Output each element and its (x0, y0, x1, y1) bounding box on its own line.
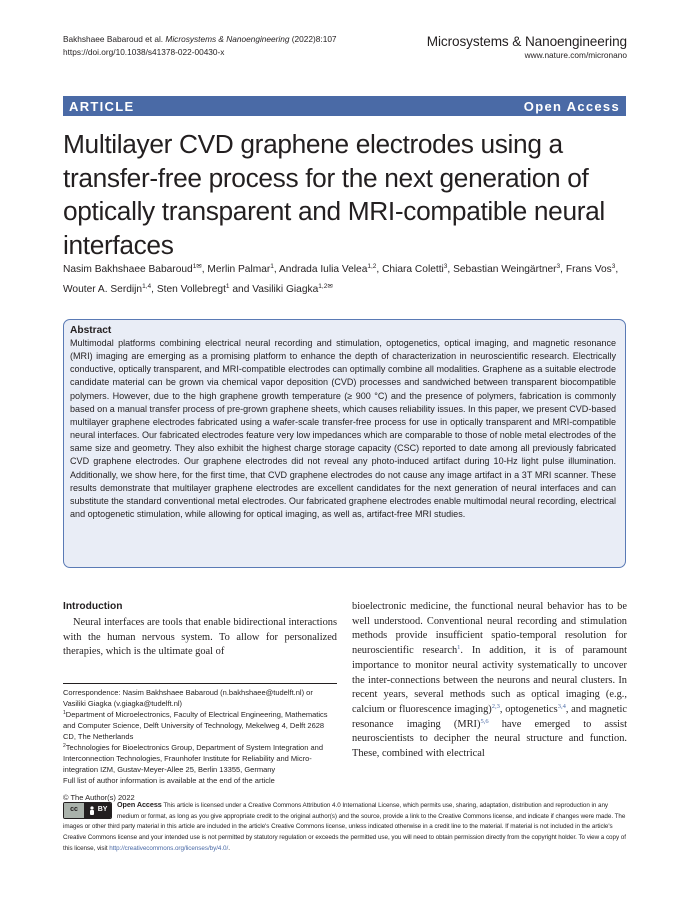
intro-text: . In addition, it is of paramount importance to monitor neural activity systematically to uncover the inter-connections between the neurons and neural clusters. In recent years, several methods such as optical imaging (e.g., calcium or fluorescence imaging) (352, 645, 627, 715)
cc-icon: cc (64, 803, 84, 818)
person-icon (88, 806, 96, 816)
author-affiliation-mark: 1 (270, 263, 274, 270)
affiliation-2: $^2$Technologies for Bioelectronics Group, Department of System Integration and Interconnection Technologies, Fraunhofer Institute for Reliability and Micro-integration IZM, Gustav-Meyer-Allee 25, Berlin 13355, Germany (63, 743, 324, 774)
citation-ref: (2022)8:107 (291, 34, 337, 44)
article-banner (63, 96, 626, 116)
reference-link[interactable]: 1 (457, 644, 461, 652)
correspondence-line: Correspondence: Nasim Bakhshaee Babaroud (n.bakhshaee@tudelft.nl) or (63, 688, 313, 697)
journal-masthead (427, 34, 627, 60)
citation-journal: Microsystems & Nanoengineering (165, 34, 290, 44)
author-affiliation-mark: 1✉ (192, 263, 202, 270)
author-affiliation-mark: 1 (225, 283, 230, 290)
intro-text: , optogenetics (499, 703, 558, 715)
intro-text: bioelectronic medicine, the functional neural behavior has to be well understood. Conventional neural recording and stimulation methods provide insufficient spatio-temporal resolution for neuroscientific research (352, 601, 627, 657)
author-list: Nasim Bakhshaee Babaroud$^{1✉}$, Merlin Palmar$^1$, Andrada Iulia Velea$^{1,2}$, Chiara Coletti$^3$, Sebastian Weingärtner$^3$, Frans Vos$^3$, Wouter A. Serdijn$^{1,4}$, Sten Vollebregt$^1$ and Vasiliki Giagka$^{1,2✉}$ (63, 263, 619, 295)
license-link[interactable]: http://creativecommons.org/licenses/by/4.0/ (109, 844, 229, 852)
author-affiliation-mark: 1,4 (142, 283, 152, 290)
author-name[interactable]: Chiara Coletti (382, 264, 444, 275)
correspondence-line: Vasiliki Giagka (v.giagka@tudelft.nl) (63, 699, 183, 708)
article-type-label: ARTICLE (69, 98, 135, 114)
author-name[interactable]: Wouter A. Serdijn (63, 284, 143, 295)
abstract-text: Multimodal platforms combining electrical neural recording and stimulation, optogenetics, optical imaging, and magnetic resonance (MRI) imaging are emerging as a promising platform to enhance the depth of characterization in neuroscientific research. Electrically conductive, optically transparent, and MRI-compatible electrodes can optimally combine all modalities. Graphene as a suitable electrode candidate material can be grown via chemical vapor deposition (CVD) processes and sandwiched between transparent biocompatible polymers. However, due to the high graphene growth temperature (≥ 900 °C) and the presence of polymers, fabrication is commonly based on a manual transfer process of pre-grown graphene sheets, which causes reliability issues. In this paper, we present CVD-based multilayer graphene electrodes fabricated using a wafer-scale transfer-free process for use in optically transparent and MRI-compatible neural interfaces. Our fabricated electrodes feature very low impedances which are comparable to those of noble metal electrodes of the same size and geometry. They also exhibit the highest charge storage capacity (CSC) reported to date among all previously fabricated CVD graphene electrodes. Our graphene electrodes did not reveal any photo-induced artifact during 10-Hz light pulse illumination. Additionally, we show here, for the first time, that CVD graphene electrodes do not cause any image artifact in a 3T MRI scanner. These results demonstrate that multilayer graphene electrodes are excellent candidates for the next generation of neural interfaces and can substitute the standard conventional metal electrodes. Our fabricated graphene electrodes enable multimodal neural recording, electrical and optogenetic stimulation, while allowing for optical imaging, as well as, artifact-free MRI studies. (70, 338, 616, 520)
intro-left-column: Neural interfaces are tools that enable bidirectional interactions with the human nervous system. To allow for personalized therapies, which is the ultimate goal of (63, 617, 337, 658)
journal-name: Microsystems & Nanoengineering (426, 34, 627, 49)
footnote-divider (63, 683, 337, 684)
cc-by-icon[interactable] (63, 802, 112, 819)
author-affiliation-mark: 3 (611, 263, 616, 270)
license-text: This article is licensed under a Creative Commons Attribution 4.0 International License, which permits use, sharing, adaptation, distribution and reproduction in any medium or format, as long as you give appropriate credit to the original author(s) and the source, provide a link to the Creative Commons license, and indicate if changes were made. The images or other third party material in this article are included in the article's Creative Commons license, unless indicated otherwise in a credit line to the material. If material is not included in the article's Creative Commons license and your intended use is not permitted by statutory regulation or exceeds the permitted use, you will need to obtain permission directly from the copyright holder. To view a copy of this license, visit (63, 802, 626, 852)
author-name[interactable]: Nasim Bakhshaee Babaroud (63, 264, 193, 275)
running-header (63, 33, 337, 58)
author-name[interactable]: Andrada Iulia Velea (279, 264, 368, 275)
copyright-notice: © The Author(s) 2022 (63, 793, 135, 802)
license-block: cc BY Open Access This article is licensed under a Creative Commons Attribution 4.0 International License, which permits use, sharing, adaptation, distribution and reproduction in any medium or format, as long as you give appropriate credit to the original author(s) and the source, provide a link to the Creative Commons license, and indicate if changes were made. The images or other third party material in this article are included in the article's Creative Commons license, unless indicated otherwise in a credit line to the material. If material is not included in the article's Creative Commons license and your intended use is not permitted by statutory regulation or exceeds the permitted use, you will need to obtain permission directly from the copyright holder. To view a copy of this license, visit http://creativecommons.org/licenses/by/4.0/. (63, 800, 626, 852)
author-name[interactable]: Merlin Palmar (207, 264, 271, 275)
citation-authors: Bakhshaee Babaroud et al. (63, 34, 164, 44)
author-name[interactable]: Vasiliki Giagka (252, 284, 319, 295)
author-name[interactable]: Sten Vollebregt (156, 284, 226, 295)
doi-link[interactable]: https://doi.org/10.1038/s41378-022-00430-x (63, 46, 225, 57)
author-info-note: Full list of author information is available at the end of the article (63, 776, 275, 785)
article-title: Multilayer CVD graphene electrodes using a transfer-free process for the next generation of optically transparent and MRI-compatible neural interfaces (63, 129, 605, 260)
correspondence-block (63, 687, 337, 786)
author-affiliation-mark: 1,2 (367, 263, 377, 270)
open-access-label: Open Access (523, 98, 620, 114)
author-affiliation-mark: 1,2✉ (318, 283, 333, 290)
author-name[interactable]: Frans Vos (565, 264, 612, 275)
author-name[interactable]: Sebastian Weingärtner (453, 264, 557, 275)
intro-text: , and magnetic resonance imaging (MRI) (352, 703, 627, 730)
open-access-note: Open Access (117, 800, 162, 809)
introduction-heading: Introduction (63, 601, 123, 612)
reference-link[interactable]: 5,6 (480, 717, 489, 725)
intro-right-column (352, 600, 627, 762)
reference-link[interactable]: 2,3 (491, 702, 500, 710)
citation-line (63, 33, 337, 46)
author-affiliation-mark: 3 (443, 263, 448, 270)
affiliation-1: $^1$Department of Microelectronics, Faculty of Electrical Engineering, Mathematics and Computer Science, Delft University of Technology, Mekelweg 4, Delft 2628 CD, The Netherlands (63, 710, 328, 741)
abstract-box (63, 319, 626, 568)
intro-text: have emerged to assist neuroscientists to decipher the neural structure and function. These, combined with electrical (352, 718, 627, 760)
by-icon: BY (84, 803, 111, 818)
author-affiliation-mark: 3 (556, 263, 561, 270)
journal-url[interactable]: www.nature.com/micronano (524, 50, 627, 60)
reference-link[interactable]: 3,4 (557, 702, 566, 710)
abstract-heading: Abstract (70, 325, 112, 336)
